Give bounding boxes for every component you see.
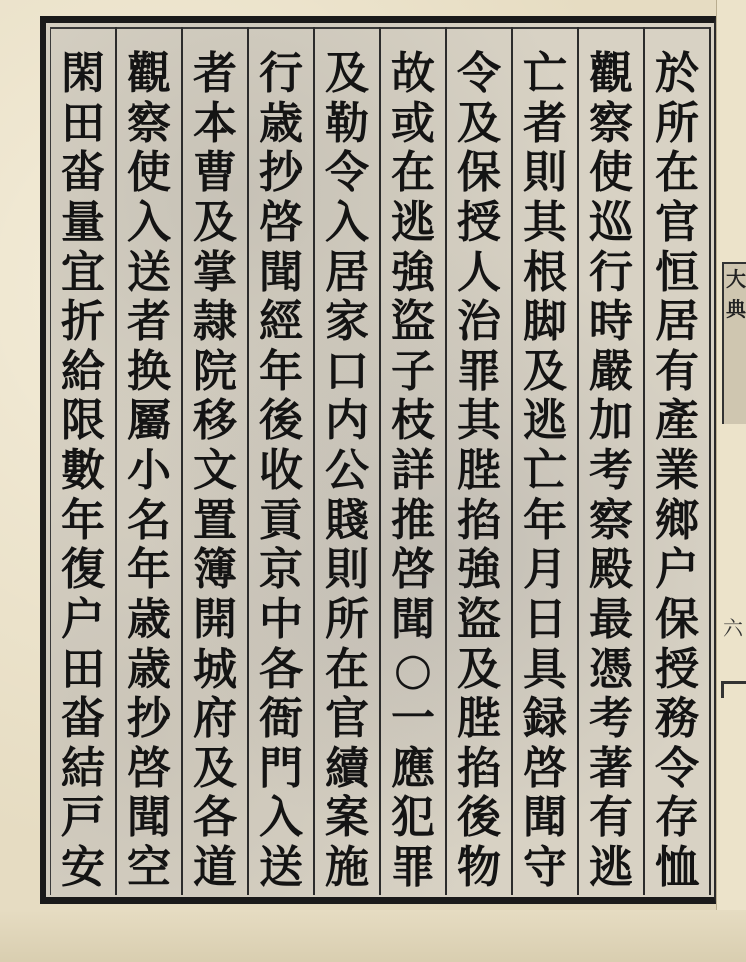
glyph: 逃 [523, 395, 567, 447]
text-column [121, 48, 177, 893]
glyph: 復 [61, 544, 105, 596]
glyph: 考 [589, 693, 633, 745]
glyph: 數 [61, 445, 105, 496]
glyph: 日 [523, 593, 567, 645]
glyph: 曹 [193, 147, 237, 199]
glyph: 居 [325, 246, 369, 298]
glyph: 亡 [523, 48, 567, 99]
glyph: 收 [259, 445, 303, 496]
text-column [253, 48, 309, 893]
glyph: 故 [391, 48, 435, 99]
glyph: 枝 [391, 395, 435, 447]
glyph: 恤 [655, 842, 699, 893]
glyph: 宜 [61, 246, 105, 298]
glyph: 所 [325, 593, 369, 645]
glyph: 存 [655, 792, 699, 844]
glyph: 口 [325, 345, 369, 397]
glyph: 續 [325, 742, 369, 794]
glyph: 折 [61, 296, 105, 348]
glyph: 案 [325, 792, 369, 844]
glyph: 文 [193, 445, 237, 496]
text-column [187, 48, 243, 893]
glyph: 應 [391, 742, 435, 794]
glyph: 年 [127, 544, 171, 596]
glyph: 鄉 [655, 494, 699, 546]
glyph: 内 [325, 395, 369, 447]
glyph: 京 [259, 544, 303, 596]
glyph: 則 [325, 544, 369, 596]
text-column [517, 48, 573, 893]
glyph: 推 [391, 494, 435, 546]
column-rule [379, 27, 381, 895]
column-rule [577, 27, 579, 895]
glyph: 結 [61, 742, 105, 794]
glyph: 啓 [127, 742, 171, 794]
glyph: 務 [655, 693, 699, 745]
column-rule [181, 27, 183, 895]
glyph: 在 [655, 147, 699, 199]
side-page-mark-text: 六 [723, 616, 743, 640]
glyph: 殿 [589, 544, 633, 596]
glyph: 令 [325, 147, 369, 199]
glyph: 入 [259, 792, 303, 844]
glyph: 憑 [589, 643, 633, 695]
column-rule [313, 27, 315, 895]
side-tab-text: 大典 [726, 267, 746, 321]
glyph: 聞 [259, 246, 303, 298]
glyph: 授 [655, 643, 699, 695]
glyph: 貢 [259, 494, 303, 546]
glyph: 及 [523, 345, 567, 397]
glyph: 掐 [457, 494, 501, 546]
glyph: 考 [589, 445, 633, 496]
glyph: 察 [589, 494, 633, 546]
glyph: 啓 [523, 742, 567, 794]
glyph: 觀 [589, 48, 633, 99]
glyph: 盜 [457, 593, 501, 645]
glyph: 年 [523, 494, 567, 546]
glyph: 各 [193, 792, 237, 844]
glyph: 逃 [391, 196, 435, 248]
glyph: 抄 [259, 147, 303, 199]
glyph: 移 [193, 395, 237, 447]
glyph: 田 [61, 97, 105, 149]
glyph: 察 [589, 97, 633, 149]
glyph: 聞 [127, 792, 171, 844]
glyph: 在 [325, 643, 369, 695]
glyph: 名 [127, 494, 171, 546]
glyph: 户 [61, 593, 105, 645]
glyph: 屬 [127, 395, 171, 447]
glyph: 啓 [391, 544, 435, 596]
fold-mark [721, 681, 746, 698]
glyph: 各 [259, 643, 303, 695]
glyph: 院 [193, 345, 237, 397]
glyph: 道 [193, 842, 237, 893]
glyph: 啓 [259, 196, 303, 248]
glyph: 後 [259, 395, 303, 447]
glyph: 最 [589, 593, 633, 645]
column-rule [643, 27, 645, 895]
glyph: 及 [193, 742, 237, 794]
glyph: 衙 [259, 693, 303, 745]
glyph: 罪 [391, 842, 435, 893]
glyph: 或 [391, 97, 435, 149]
glyph: 居 [655, 296, 699, 348]
glyph: 罪 [457, 345, 501, 397]
glyph: 有 [655, 345, 699, 397]
side-tab [722, 262, 746, 424]
glyph: 治 [457, 296, 501, 348]
glyph: 子 [391, 345, 435, 397]
glyph: 者 [523, 97, 567, 149]
glyph: 小 [127, 445, 171, 496]
glyph: 户 [655, 544, 699, 596]
glyph: 年 [61, 494, 105, 546]
glyph: 聞 [391, 593, 435, 645]
glyph: 官 [655, 196, 699, 248]
glyph: 恒 [655, 246, 699, 298]
glyph: 根 [523, 246, 567, 298]
glyph: 守 [523, 842, 567, 893]
glyph: 録 [523, 693, 567, 745]
glyph: 具 [523, 643, 567, 695]
glyph: 保 [457, 147, 501, 199]
glyph: 業 [655, 445, 699, 496]
page-bottom-margin [0, 910, 746, 962]
glyph: 脚 [523, 296, 567, 348]
glyph: 加 [589, 395, 633, 447]
glyph: 產 [655, 395, 699, 447]
glyph: 著 [589, 742, 633, 794]
glyph: 亡 [523, 445, 567, 496]
glyph: 觀 [127, 48, 171, 99]
glyph: 其 [457, 395, 501, 447]
glyph: 人 [457, 246, 501, 298]
glyph: 䏶 [457, 445, 501, 496]
glyph: 簿 [193, 544, 237, 596]
text-column [385, 48, 441, 893]
glyph: 保 [655, 593, 699, 645]
glyph: 安 [61, 842, 105, 893]
glyph: 犯 [391, 792, 435, 844]
column-rule [709, 27, 711, 895]
glyph: 量 [61, 196, 105, 248]
glyph: 行 [589, 246, 633, 298]
glyph: 及 [457, 97, 501, 149]
glyph: 使 [127, 147, 171, 199]
glyph: 掌 [193, 246, 237, 298]
glyph: 後 [457, 792, 501, 844]
glyph: 經 [259, 296, 303, 348]
glyph: ○ [393, 643, 433, 695]
glyph: 置 [193, 494, 237, 546]
glyph: 強 [391, 246, 435, 298]
glyph: 田 [61, 643, 105, 695]
glyph: 送 [259, 842, 303, 893]
glyph: 閑 [61, 48, 105, 99]
glyph: 察 [127, 97, 171, 149]
glyph: 及 [193, 196, 237, 248]
glyph: 行 [259, 48, 303, 99]
glyph: 所 [655, 97, 699, 149]
glyph: 畓 [61, 147, 105, 199]
glyph: 年 [259, 345, 303, 397]
glyph: 城 [193, 643, 237, 695]
glyph: 戸 [61, 792, 105, 844]
glyph: 歳 [127, 643, 171, 695]
text-column [649, 48, 705, 893]
glyph: 則 [523, 147, 567, 199]
glyph: 授 [457, 196, 501, 248]
glyph: 令 [457, 48, 501, 99]
glyph: 限 [61, 395, 105, 447]
glyph: 聞 [523, 792, 567, 844]
glyph: 賤 [325, 494, 369, 546]
glyph: 門 [259, 742, 303, 794]
glyph: 其 [523, 196, 567, 248]
side-page-mark [720, 612, 746, 692]
glyph: 勒 [325, 97, 369, 149]
glyph: 詳 [391, 445, 435, 496]
glyph: 抄 [127, 693, 171, 745]
glyph: 者 [127, 296, 171, 348]
column-rule [445, 27, 447, 895]
glyph: 在 [391, 147, 435, 199]
glyph: 隷 [193, 296, 237, 348]
glyph: 掐 [457, 742, 501, 794]
glyph: 中 [259, 593, 303, 645]
glyph: 歳 [259, 97, 303, 149]
glyph: 歳 [127, 593, 171, 645]
glyph: 䏶 [457, 693, 501, 745]
text-column [319, 48, 375, 893]
glyph: 入 [325, 196, 369, 248]
glyph: 送 [127, 246, 171, 298]
glyph: 於 [655, 48, 699, 99]
adjacent-page-edge [716, 0, 746, 962]
glyph: 府 [193, 693, 237, 745]
glyph: 巡 [589, 196, 633, 248]
glyph: 有 [589, 792, 633, 844]
glyph: 逃 [589, 842, 633, 893]
glyph: 入 [127, 196, 171, 248]
glyph: 及 [325, 48, 369, 99]
glyph: 開 [193, 593, 237, 645]
glyph: 給 [61, 345, 105, 397]
glyph: 一 [391, 693, 435, 745]
glyph: 強 [457, 544, 501, 596]
column-rule [115, 27, 117, 895]
column-rule [247, 27, 249, 895]
text-column [583, 48, 639, 893]
text-column [55, 48, 111, 893]
glyph: 時 [589, 296, 633, 348]
text-column [451, 48, 507, 893]
glyph: 空 [127, 842, 171, 893]
glyph: 嚴 [589, 345, 633, 397]
glyph: 令 [655, 742, 699, 794]
glyph: 及 [457, 643, 501, 695]
glyph: 本 [193, 97, 237, 149]
glyph: 盜 [391, 296, 435, 348]
glyph: 家 [325, 296, 369, 348]
glyph: 使 [589, 147, 633, 199]
glyph: 月 [523, 544, 567, 596]
glyph: 者 [193, 48, 237, 99]
column-rule [511, 27, 513, 895]
glyph: 换 [127, 345, 171, 397]
glyph: 施 [325, 842, 369, 893]
glyph: 物 [457, 842, 501, 893]
glyph: 畓 [61, 693, 105, 745]
glyph: 官 [325, 693, 369, 745]
glyph: 公 [325, 445, 369, 496]
